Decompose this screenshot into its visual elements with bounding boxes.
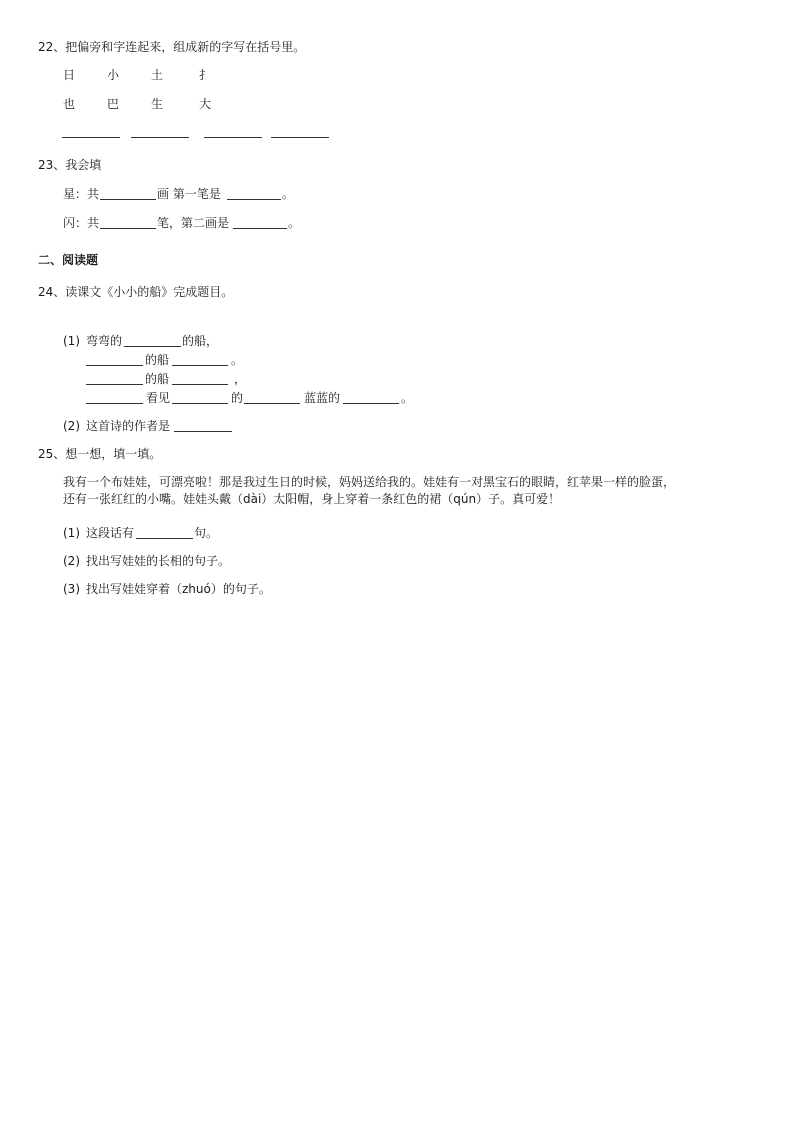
q23-line1-blank-1[interactable] (100, 199, 156, 200)
q24-line4-end: 。 (401, 391, 414, 405)
q24-line1-prefix: 弯弯的 (86, 334, 123, 348)
q24-line1-suffix: 的船， (182, 334, 219, 348)
q24-line4-blue: 蓝蓝的 (304, 391, 341, 405)
q25-part1-prefix: 这段话有 (86, 526, 135, 540)
q22-char-2: 巴 (107, 97, 120, 111)
q25-part1-number: (1) (63, 526, 80, 540)
q25-part3-text: 找出写娃娃穿着（zhuó）的句子。 (86, 582, 271, 596)
q24-line2-middle: 的船 (145, 353, 170, 367)
q22-char-1: 也 (63, 97, 76, 111)
q24-line3-end: ， (234, 372, 247, 386)
q25-sentence-count-blank[interactable] (136, 538, 193, 539)
q22-title: 22、把偏旁和字连起来，组成新的字写在括号里。 (38, 40, 306, 54)
q25-passage-line-1: 我有一个布娃娃，可漂亮啦！那是我过生日的时候，妈妈送给我的。娃娃有一对黑宝石的眼睛，红苹果一样的脸蛋， (63, 475, 676, 489)
q22-char-3: 生 (151, 97, 164, 111)
q22-answer-blank-1[interactable] (62, 137, 120, 138)
q23-line1-blank-2[interactable] (227, 199, 281, 200)
q25-part1-suffix: 句。 (194, 526, 219, 540)
q24-line4-of: 的 (231, 391, 244, 405)
q24-line4-see: 看见 (146, 391, 171, 405)
q24-line2-end: 。 (231, 353, 244, 367)
q25-part2-text: 找出写娃娃的长相的句子。 (86, 554, 231, 568)
q25-passage-line-2: 还有一张红红的小嘴。娃娃头戴（dài）太阳帽，身上穿着一条红色的裙（qún）子。真可爱！ (63, 492, 561, 506)
q24-title: 24、读课文《小小的船》完成题目。 (38, 285, 234, 299)
q23-line2-blank-2[interactable] (233, 228, 287, 229)
q23-title: 23、我会填 (38, 158, 102, 172)
q24-part1-number: (1) (63, 334, 80, 348)
q25-title: 25、想一想，填一填。 (38, 447, 162, 461)
q24-line1-blank[interactable] (124, 346, 181, 347)
q22-answer-blank-4[interactable] (271, 137, 329, 138)
q24-line3-middle: 的船 (145, 372, 170, 386)
q24-line3-blank-1[interactable] (86, 384, 143, 385)
section-heading-reading: 二、阅读题 (38, 253, 99, 267)
q23-line1-prefix: 星：共 (63, 187, 100, 201)
q22-answer-blank-3[interactable] (204, 137, 262, 138)
q22-answer-blank-2[interactable] (131, 137, 189, 138)
q24-part2-text: 这首诗的作者是 (86, 419, 171, 433)
q22-char-4: 大 (199, 97, 212, 111)
q22-radical-3: 土 (151, 68, 164, 82)
q23-line2-middle: 笔，第二画是 (157, 216, 230, 230)
q24-line2-blank-2[interactable] (172, 365, 228, 366)
q24-line4-blank-4[interactable] (343, 403, 399, 404)
q23-line2-end: 。 (288, 216, 301, 230)
q24-line3-blank-2[interactable] (172, 384, 228, 385)
q23-line1-middle: 画 第一笔是 (157, 187, 221, 201)
q23-line2-prefix: 闪：共 (63, 216, 100, 230)
q24-line2-blank-1[interactable] (86, 365, 143, 366)
q24-line4-blank-2[interactable] (172, 403, 228, 404)
q24-line4-blank-3[interactable] (244, 403, 300, 404)
q22-radical-2: 小 (107, 68, 120, 82)
q25-part2-number: (2) (63, 554, 80, 568)
q22-radical-4: 扌 (199, 68, 212, 82)
q23-line2-blank-1[interactable] (100, 228, 156, 229)
q23-line1-end: 。 (282, 187, 295, 201)
q22-radical-1: 日 (63, 68, 76, 82)
q24-author-blank[interactable] (174, 431, 232, 432)
q24-line4-blank-1[interactable] (86, 403, 143, 404)
q24-part2-number: (2) (63, 419, 80, 433)
q25-part3-number: (3) (63, 582, 80, 596)
